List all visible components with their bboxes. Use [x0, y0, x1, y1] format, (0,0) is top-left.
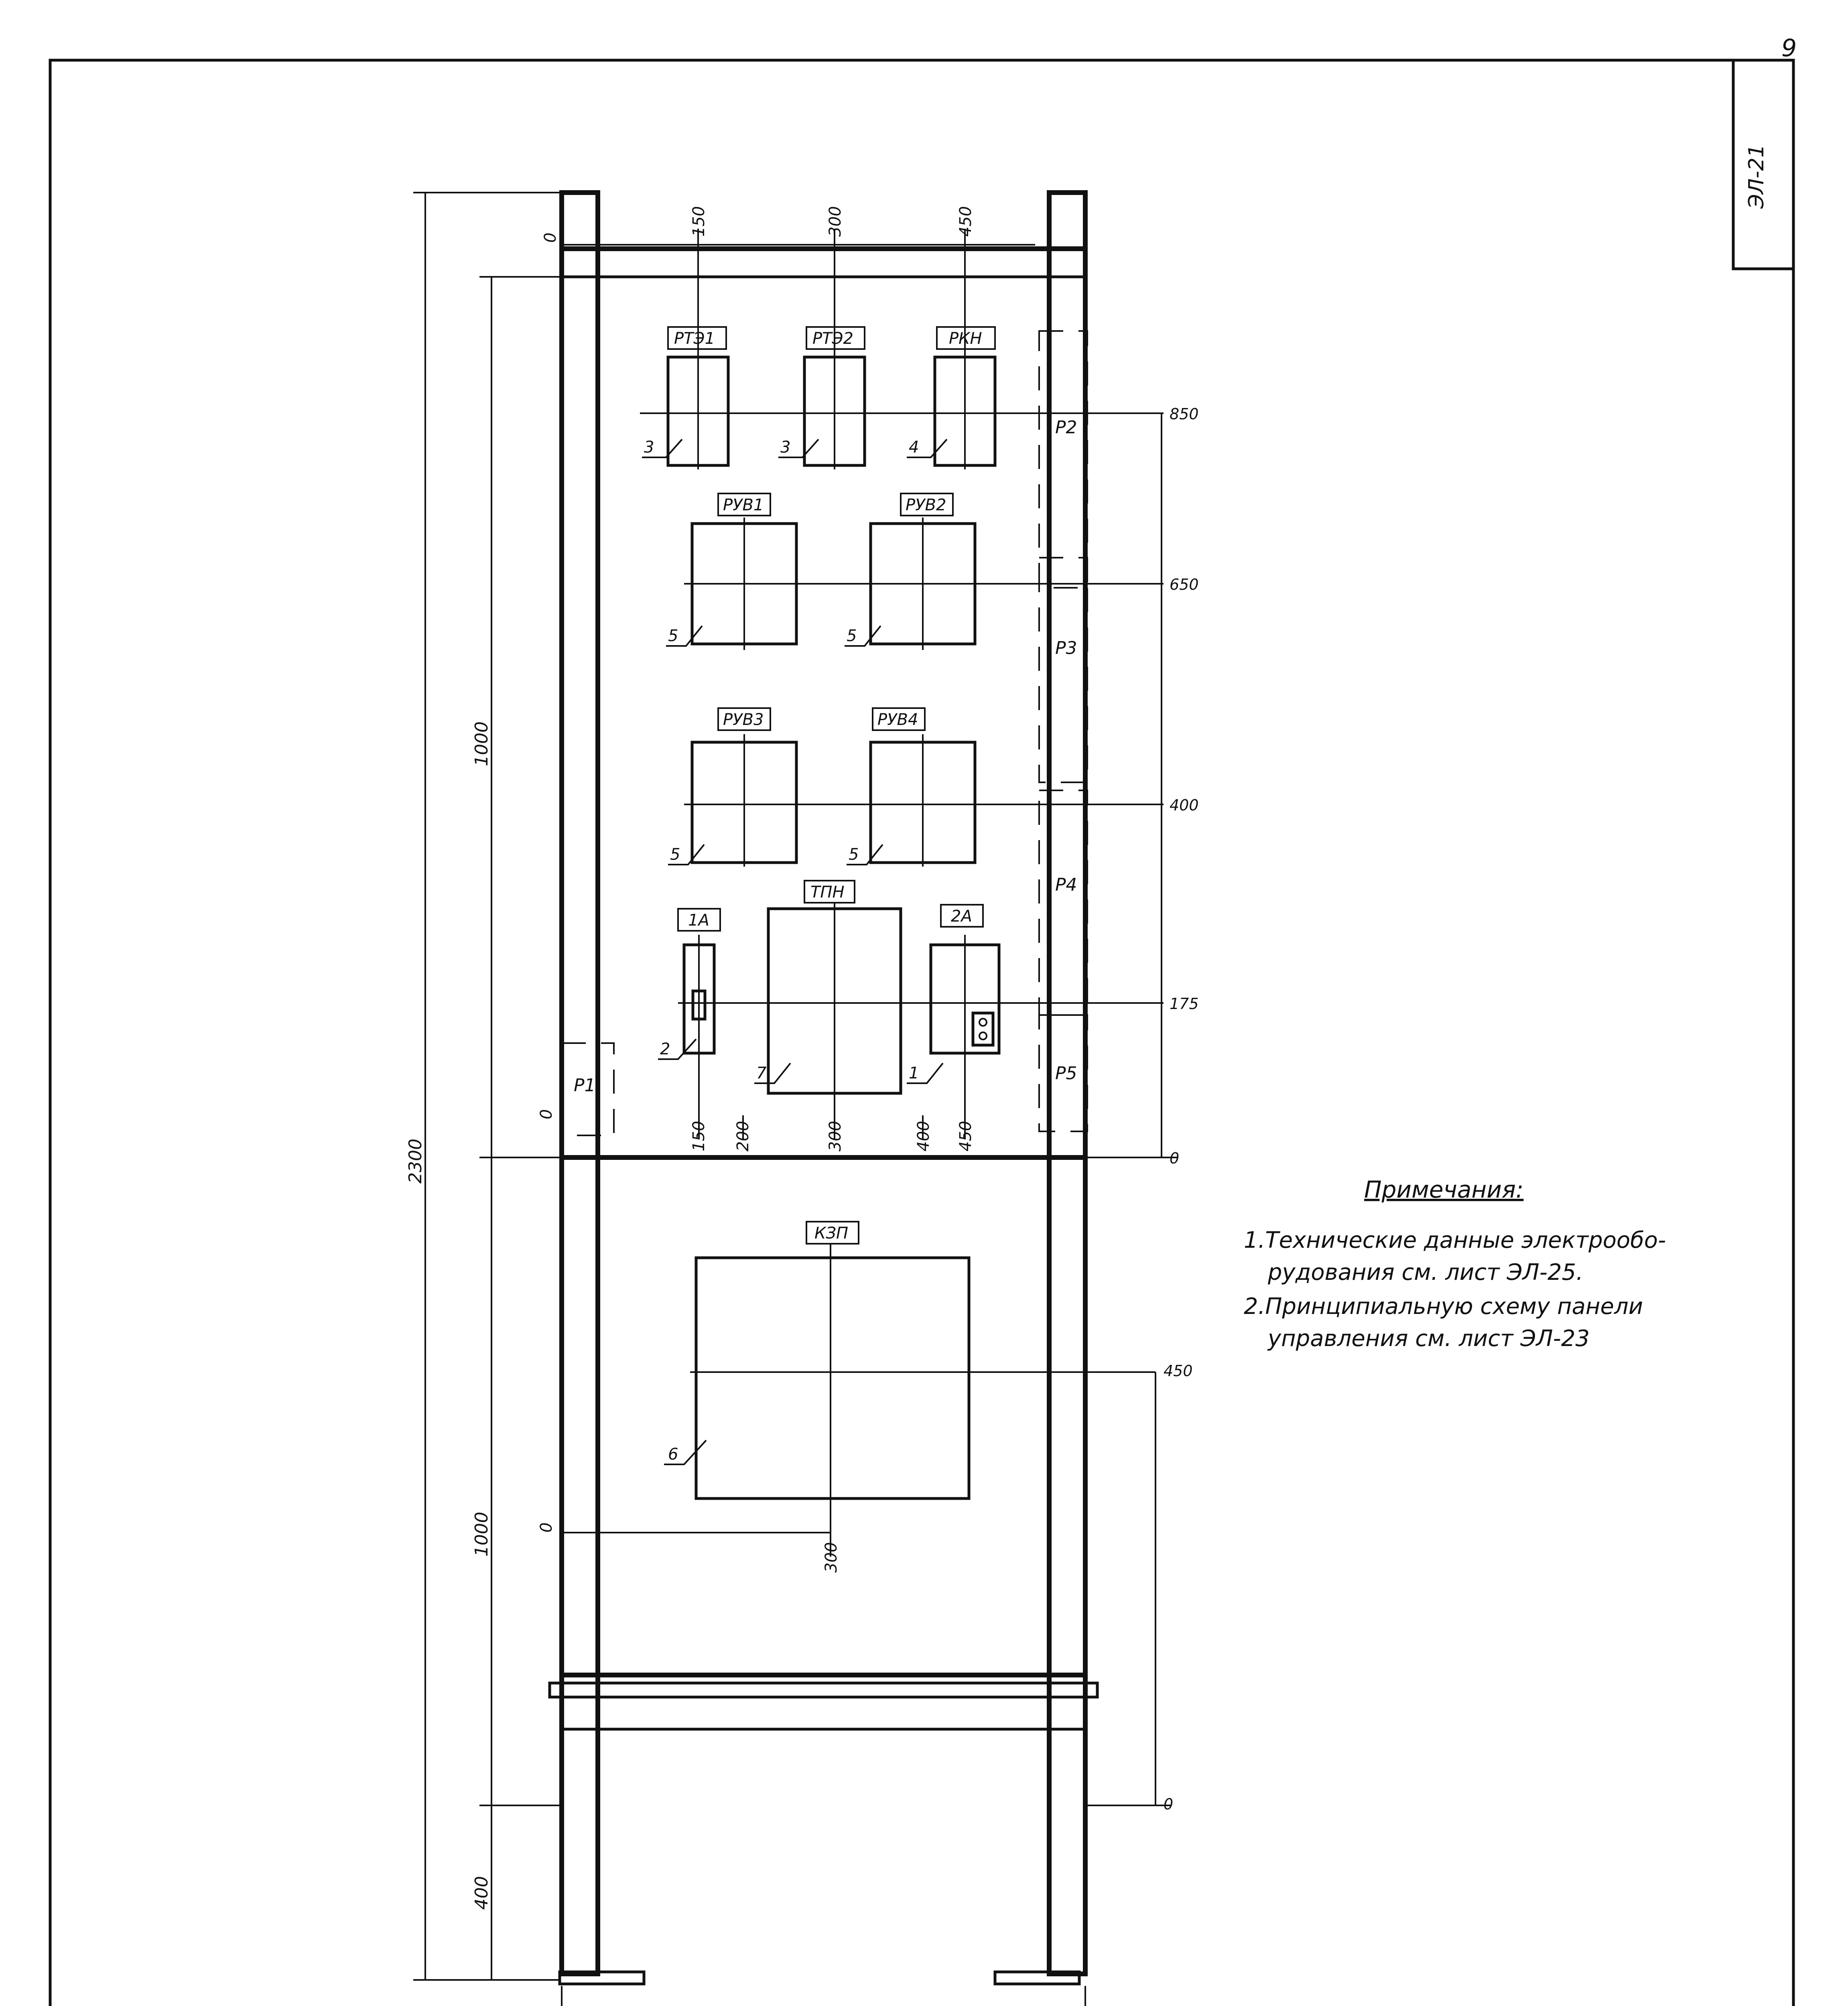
device-rub1-label: РУВ1 — [723, 496, 764, 514]
rail-p1: Р1 — [574, 1075, 596, 1096]
dim-lower-0: 0 — [1164, 1795, 1174, 1813]
rail-p4: Р4 — [1055, 875, 1077, 895]
panel-devices — [668, 327, 999, 1498]
dim-bottom-450: 450 — [956, 1121, 975, 1151]
right-dimensions — [1085, 405, 1199, 1813]
callout-rte2: 3 — [780, 438, 791, 457]
dim-top-150: 150 — [690, 206, 708, 237]
device-kap-label: КЗП — [814, 1224, 849, 1243]
sheet-border — [50, 34, 1797, 2006]
dim-bottom-150: 150 — [690, 1121, 708, 1151]
device-tpn-label: ТПН — [810, 883, 845, 901]
device-1a-label: 1А — [688, 911, 709, 930]
device-rub2-label: РУВ2 — [906, 496, 946, 514]
device-kap — [696, 1258, 969, 1498]
note-2-line2: управления см. лист ЭЛ-23 — [1268, 1326, 1590, 1352]
corner-number: 9 — [1781, 34, 1797, 62]
device-rte1-label: РТЭ1 — [674, 329, 715, 348]
dim-left-lower: 1000 — [471, 1512, 492, 1557]
dim-left-upper: 1000 — [471, 721, 492, 766]
dim-bottom-200: 200 — [734, 1121, 752, 1151]
panel-frame — [550, 193, 1097, 1984]
rail-p3: Р3 — [1055, 638, 1077, 658]
device-rkn-label: РКН — [949, 329, 982, 348]
dim-right-400: 400 — [1170, 796, 1199, 814]
dim-left-legs: 400 — [471, 1876, 492, 1910]
width-dimension — [562, 1986, 1085, 2006]
callout-rub2: 5 — [847, 627, 857, 645]
corner-code: ЭЛ-21 — [1744, 144, 1769, 209]
callout-2a: 1 — [909, 1064, 919, 1082]
note-1-line2: рудования см. лист ЭЛ-25. — [1268, 1259, 1583, 1285]
callout-rub1: 5 — [668, 627, 678, 645]
dim-right-0: 0 — [1170, 1149, 1180, 1167]
dim-left-total: 2300 — [405, 1139, 426, 1184]
dim-bottom-400: 400 — [914, 1121, 933, 1151]
dim-top-300: 300 — [826, 206, 845, 237]
device-rub4-label: РУВ4 — [877, 711, 918, 729]
device-2a-label: 2А — [951, 907, 972, 926]
dim-top-450: 450 — [956, 206, 975, 237]
dim-right-650: 650 — [1170, 576, 1199, 593]
rail-p2: Р2 — [1055, 417, 1077, 438]
dim-right-850: 850 — [1170, 405, 1199, 423]
dim-bottom-0: 0 — [537, 1109, 556, 1119]
callout-1a: 2 — [660, 1040, 670, 1058]
lower-dimensions — [537, 1523, 841, 1573]
dim-top-0: 0 — [541, 232, 560, 243]
dim-lower-450: 450 — [1164, 1362, 1193, 1380]
note-1-line1: 1.Технические данные электрообо- — [1244, 1227, 1666, 1253]
terminal-rails — [562, 331, 1087, 1135]
notes-title: Примечания: — [1364, 1176, 1524, 1203]
note-2-line1: 2.Принципиальную схему панели — [1244, 1293, 1643, 1320]
dim-lower-300: 300 — [822, 1542, 841, 1573]
callout-tpn: 7 — [756, 1064, 767, 1082]
device-rte2-label: РТЭ2 — [812, 329, 853, 348]
rail-p5: Р5 — [1055, 1063, 1077, 1084]
left-dimensions — [405, 193, 562, 1980]
dim-lower-left-0: 0 — [537, 1522, 556, 1533]
dim-right-175: 175 — [1170, 995, 1199, 1013]
callout-rkn: 4 — [909, 438, 919, 457]
device-rub3-label: РУВ3 — [723, 711, 764, 729]
top-dimensions — [541, 206, 1035, 245]
bottom-offsets — [537, 1109, 975, 1151]
callout-kap: 6 — [668, 1445, 678, 1464]
dim-bottom-300: 300 — [826, 1121, 845, 1151]
callout-rub4: 5 — [849, 845, 859, 864]
notes — [1244, 1176, 1666, 1352]
callout-rub3: 5 — [670, 845, 680, 864]
callout-rte1: 3 — [644, 438, 654, 457]
